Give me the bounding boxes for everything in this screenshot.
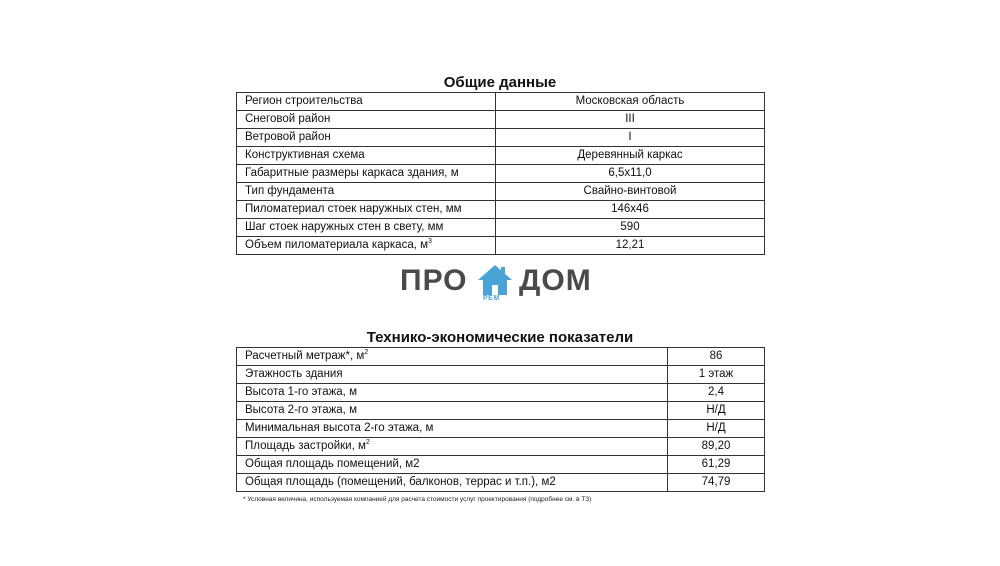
row-label: Общая площадь помещений, м2 <box>237 456 668 474</box>
row-value: Московская область <box>496 93 765 111</box>
row-label: Шаг стоек наружных стен в свету, мм <box>237 219 496 237</box>
table-row <box>237 201 765 219</box>
unit-superscript: 2 <box>365 439 370 447</box>
row-value: 74,79 <box>668 474 765 492</box>
row-value: I <box>496 129 765 147</box>
row-label: Общая площадь (помещений, балконов, террас и т.п.), м2 <box>237 474 668 492</box>
unit-superscript: 2 <box>364 349 369 357</box>
row-value: 12,21 <box>496 237 765 255</box>
table-row <box>237 147 765 165</box>
footnote: * Условная величина, используемая компанией для расчета стоимости услуг проектирования (подробнее см. в ТЗ) <box>243 496 592 503</box>
unit-superscript: 3 <box>428 238 432 246</box>
tech-indicators-table <box>236 347 765 492</box>
row-label: Конструктивная схема <box>237 147 496 165</box>
row-value: 2,4 <box>668 384 765 402</box>
logo <box>398 262 608 306</box>
row-label: Ветровой район <box>237 129 496 147</box>
table-row <box>237 456 765 474</box>
table-row <box>237 474 765 492</box>
tech-indicators-title: Технико-экономические показатели <box>366 329 634 346</box>
general-data-table <box>236 92 765 255</box>
table-row <box>237 183 765 201</box>
row-value: 6,5x11,0 <box>496 165 765 183</box>
row-label: Высота 1-го этажа, м <box>237 384 668 402</box>
row-label-with-unit <box>237 237 496 255</box>
table-row <box>237 165 765 183</box>
row-label: Расчетный метраж*, м <box>245 350 365 362</box>
row-label-with-unit <box>237 348 668 366</box>
row-label: Минимальная высота 2-го этажа, м <box>237 420 668 438</box>
table-row <box>237 384 765 402</box>
row-value: III <box>496 111 765 129</box>
row-label: Регион строительства <box>237 93 496 111</box>
row-label: Габаритные размеры каркаса здания, м <box>237 165 496 183</box>
row-label: Пиломатериал стоек наружных стен, мм <box>237 201 496 219</box>
row-value: Н/Д <box>668 402 765 420</box>
table-row <box>237 366 765 384</box>
logo-word-right: ДОМ <box>519 264 592 297</box>
table-row <box>237 420 765 438</box>
row-label: Тип фундамента <box>237 183 496 201</box>
table-row <box>237 93 765 111</box>
row-value: 146x46 <box>496 201 765 219</box>
row-label: Площадь застройки, м <box>245 440 366 452</box>
row-value: 61,29 <box>668 456 765 474</box>
general-data-title: Общие данные <box>443 74 557 91</box>
table-row <box>237 402 765 420</box>
row-value: Н/Д <box>668 420 765 438</box>
logo-word-left: ПРО <box>400 264 468 297</box>
row-value: Деревянный каркас <box>496 147 765 165</box>
row-value: 86 <box>668 348 765 366</box>
table-row <box>237 129 765 147</box>
row-value: 590 <box>496 219 765 237</box>
table-row <box>237 111 765 129</box>
logo-subtext: РЕМ <box>483 295 500 302</box>
row-value: Свайно-винтовой <box>496 183 765 201</box>
table-row <box>237 219 765 237</box>
row-label: Снеговой район <box>237 111 496 129</box>
row-label: Высота 2-го этажа, м <box>237 402 668 420</box>
table-row <box>237 237 765 255</box>
row-label: Объем пиломатериала каркаса, м <box>245 239 429 251</box>
row-label-with-unit <box>237 438 668 456</box>
row-label: Этажность здания <box>237 366 668 384</box>
table-row <box>237 438 765 456</box>
table-row <box>237 348 765 366</box>
row-value: 1 этаж <box>668 366 765 384</box>
row-value: 89,20 <box>668 438 765 456</box>
